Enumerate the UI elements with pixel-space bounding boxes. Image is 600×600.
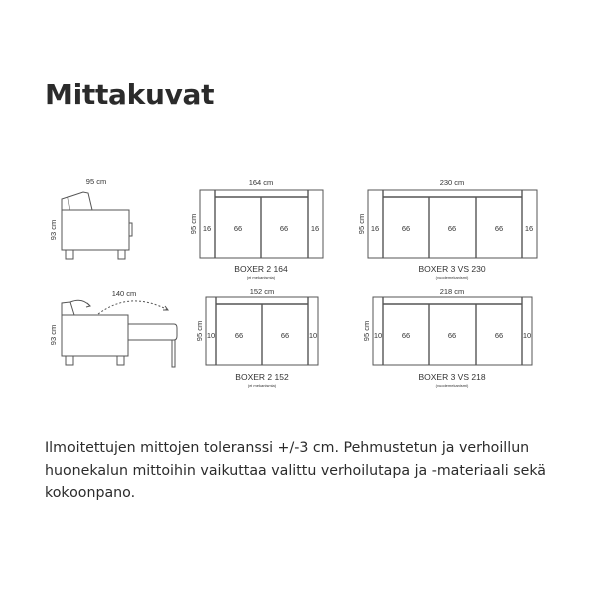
- seat-label: 66: [494, 224, 504, 233]
- top-view-boxer-2-164: [200, 190, 323, 258]
- seat-label: 66: [234, 331, 244, 340]
- side-view-drawing: [62, 192, 132, 259]
- seat-label: 66: [401, 224, 411, 233]
- arm-right-label: 16: [524, 224, 534, 233]
- seat-label: 66: [280, 331, 290, 340]
- side-view-bed-drawing: [62, 300, 177, 367]
- top-view-boxer-2-152: [206, 297, 318, 365]
- depth-label: 95 cm: [357, 213, 366, 235]
- seat-label: 66: [279, 224, 289, 233]
- model-name: BOXER 2 152: [235, 372, 289, 382]
- bed-height-label: 93 cm: [49, 324, 58, 346]
- arm-right-label: 10: [308, 331, 318, 340]
- width-label: 164 cm: [248, 178, 274, 187]
- arm-left-label: 16: [370, 224, 380, 233]
- seat-label: 66: [401, 331, 411, 340]
- arm-left-label: 10: [373, 331, 383, 340]
- depth-label: 95 cm: [362, 320, 371, 342]
- model-subtitle: (vuodemekanismi): [435, 275, 469, 280]
- width-label: 230 cm: [439, 178, 465, 187]
- model-name: BOXER 3 VS 218: [418, 372, 486, 382]
- side-width-label: 95 cm: [85, 177, 107, 186]
- model-subtitle: (ei mekanismia): [247, 383, 277, 388]
- model-subtitle: (ei mekanismia): [246, 275, 276, 280]
- seat-label: 66: [233, 224, 243, 233]
- model-name: BOXER 2 164: [234, 264, 288, 274]
- width-label: 218 cm: [439, 287, 465, 296]
- width-label: 152 cm: [249, 287, 275, 296]
- depth-label: 95 cm: [189, 213, 198, 235]
- arm-right-label: 16: [310, 224, 320, 233]
- arm-left-label: 10: [206, 331, 216, 340]
- side-height-label: 93 cm: [49, 219, 58, 241]
- bed-length-label: 140 cm: [111, 289, 137, 298]
- seat-label: 66: [447, 331, 457, 340]
- seat-label: 66: [447, 224, 457, 233]
- seat-label: 66: [494, 331, 504, 340]
- depth-label: 95 cm: [195, 320, 204, 342]
- arm-right-label: 10: [522, 331, 532, 340]
- arm-left-label: 16: [202, 224, 212, 233]
- model-name: BOXER 3 VS 230: [418, 264, 486, 274]
- model-subtitle: (vuodemekanismi): [435, 383, 469, 388]
- tolerance-description: Ilmoitettujen mittojen toleranssi +/-3 cm. Pehmustetun ja verhoillun huonekalun mittoihin vaikuttaa valittu verhoilutapa ja -materiaali sekä kokoonpano.: [45, 440, 546, 501]
- page-title: Mittakuvat: [45, 78, 215, 111]
